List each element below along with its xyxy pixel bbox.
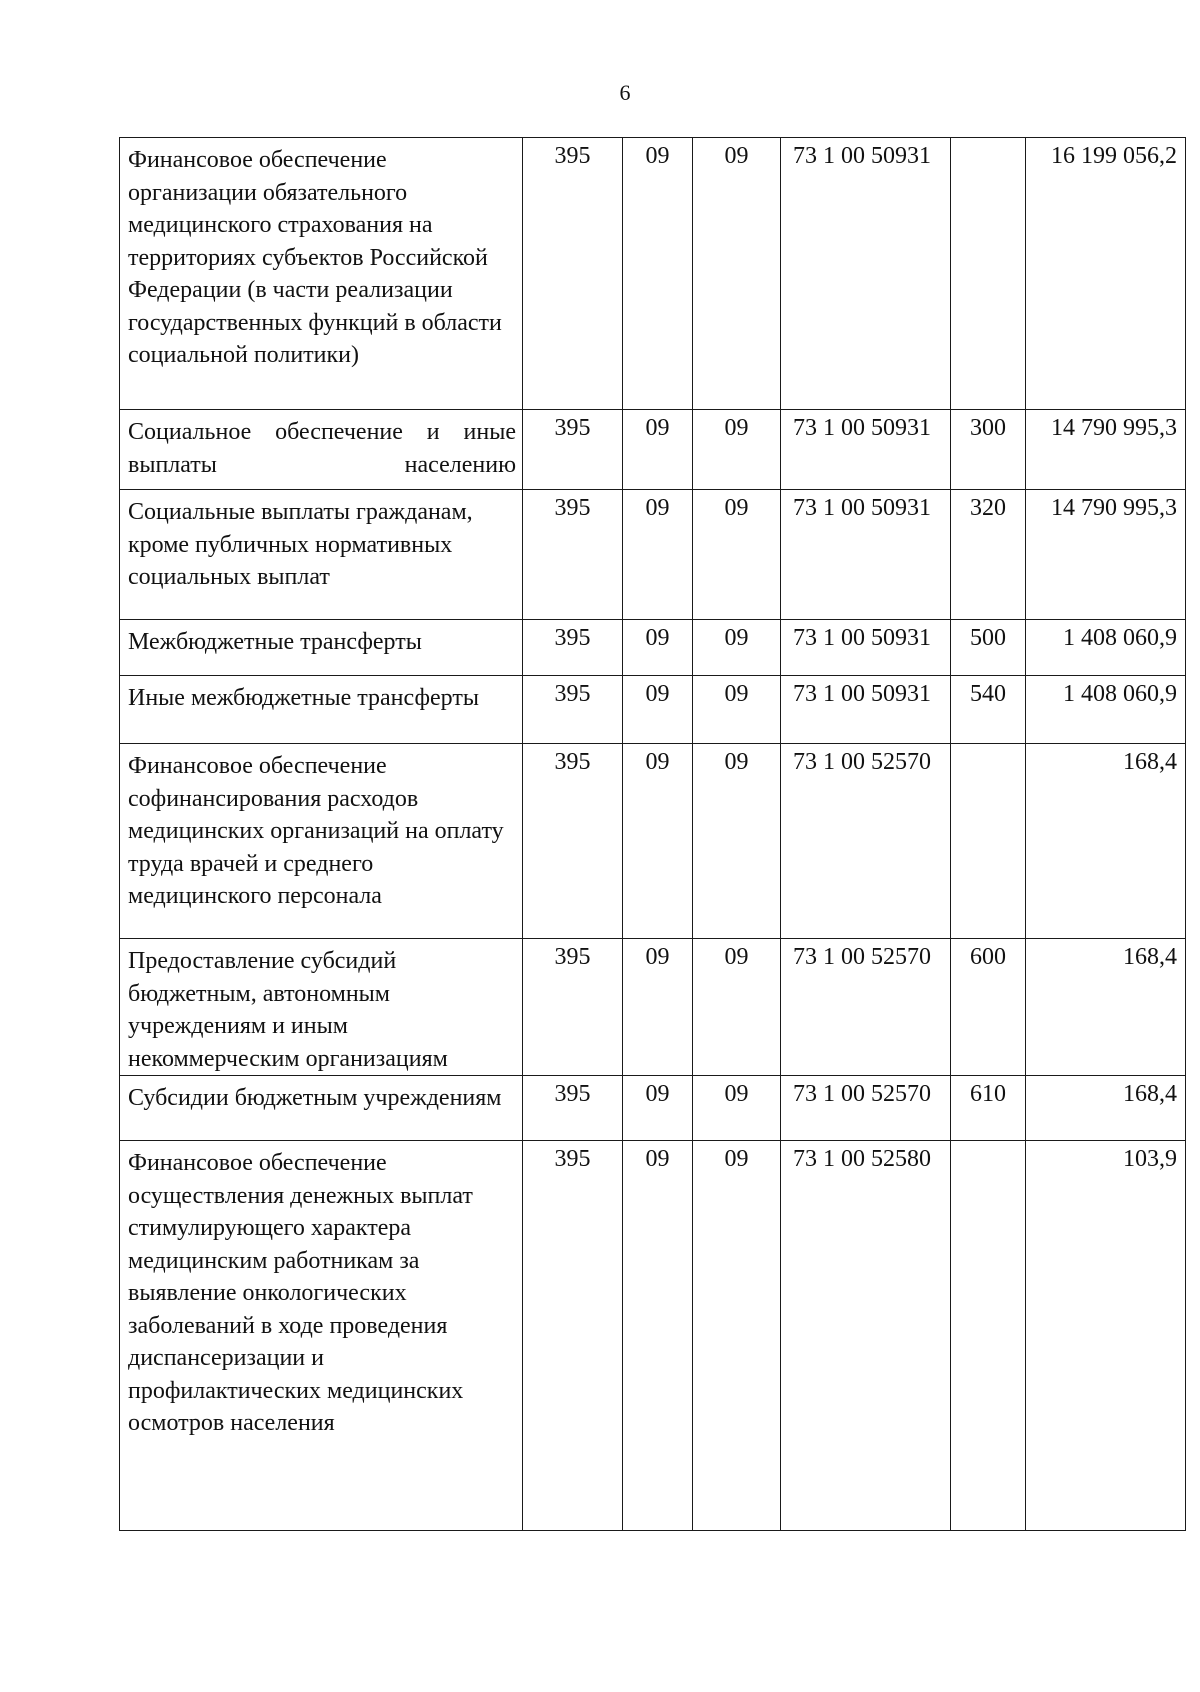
- subsection-code-cell: 09: [693, 939, 781, 1076]
- expense-type-cell: [951, 138, 1026, 410]
- section-code-cell: 09: [623, 138, 693, 410]
- expense-name-cell: [120, 620, 523, 676]
- expense-name-cell: [120, 138, 523, 410]
- expense-name-cell: [120, 1141, 523, 1531]
- section-code-cell: 09: [623, 939, 693, 1076]
- subsection-code-cell: 09: [693, 676, 781, 744]
- subsection-code-cell: 09: [693, 490, 781, 620]
- section-code-cell: 09: [623, 1076, 693, 1141]
- gr-code-cell: 395: [523, 676, 623, 744]
- expense-name: Межбюджетные трансферты: [128, 629, 422, 655]
- expense-name-cell: [120, 410, 523, 490]
- expense-type-cell: [951, 744, 1026, 939]
- gr-code-cell: 395: [523, 490, 623, 620]
- gr-code-cell: 395: [523, 1141, 623, 1531]
- section-code-cell: 09: [623, 410, 693, 490]
- budget-allocation-table: [119, 137, 1186, 1531]
- table-row: [120, 138, 1186, 410]
- section-code-cell: 09: [623, 620, 693, 676]
- gr-code-cell: 395: [523, 410, 623, 490]
- target-article-cell: 73 1 00 52570: [781, 1076, 951, 1141]
- target-article-cell: 73 1 00 50931: [781, 620, 951, 676]
- target-article-cell: 73 1 00 52570: [781, 744, 951, 939]
- expense-type-cell: [951, 1141, 1026, 1531]
- target-article-cell: 73 1 00 50931: [781, 410, 951, 490]
- expense-name: Финансовое обеспечение осуществления денежных выплат стимулирующего характера медицинским работникам за выявление онкологических заболеваний в ходе проведения диспансеризации и профилактических медицинских осмотров населения: [128, 1150, 473, 1436]
- target-article-cell: 73 1 00 52580: [781, 1141, 951, 1531]
- target-article-cell: 73 1 00 52570: [781, 939, 951, 1076]
- table-row: [120, 1076, 1186, 1141]
- amount-cell: 103,9: [1026, 1141, 1186, 1531]
- table-row: [120, 410, 1186, 490]
- table-row: [120, 939, 1186, 1076]
- expense-name-cell: [120, 744, 523, 939]
- expense-name-cell: [120, 939, 523, 1076]
- expense-name-cell: [120, 676, 523, 744]
- subsection-code-cell: 09: [693, 1141, 781, 1531]
- amount-cell: 14 790 995,3: [1026, 410, 1186, 490]
- expense-type-cell: 610: [951, 1076, 1026, 1141]
- section-code-cell: 09: [623, 1141, 693, 1531]
- subsection-code-cell: 09: [693, 620, 781, 676]
- section-code-cell: 09: [623, 676, 693, 744]
- section-code-cell: 09: [623, 744, 693, 939]
- table-row: [120, 744, 1186, 939]
- section-code-cell: 09: [623, 490, 693, 620]
- gr-code-cell: 395: [523, 939, 623, 1076]
- target-article-cell: 73 1 00 50931: [781, 138, 951, 410]
- amount-cell: 1 408 060,9: [1026, 620, 1186, 676]
- gr-code-cell: 395: [523, 744, 623, 939]
- expense-name: Социальные выплаты гражданам, кроме публичных нормативных социальных выплат: [128, 499, 473, 590]
- expense-name-cell: [120, 1076, 523, 1141]
- table-row: [120, 1141, 1186, 1531]
- page-number: 6: [619, 80, 631, 105]
- subsection-code-cell: 09: [693, 138, 781, 410]
- expense-name: Предоставление субсидий бюджетным, автономным учреждениям и иным некоммерческим организациям: [128, 948, 448, 1072]
- expense-type-cell: 320: [951, 490, 1026, 620]
- expense-name: Социальное обеспечение и иные выплаты населению: [128, 419, 516, 478]
- expense-name: Субсидии бюджетным учреждениям: [128, 1085, 502, 1111]
- table-row: [120, 676, 1186, 744]
- amount-cell: 168,4: [1026, 939, 1186, 1076]
- amount-cell: 168,4: [1026, 1076, 1186, 1141]
- expense-name: Финансовое обеспечение софинансирования расходов медицинских организаций на оплату труда врачей и среднего медицинского персонала: [128, 753, 504, 909]
- table-row: [120, 620, 1186, 676]
- expense-name-cell: [120, 490, 523, 620]
- expense-type-cell: 600: [951, 939, 1026, 1076]
- subsection-code-cell: 09: [693, 1076, 781, 1141]
- target-article-cell: 73 1 00 50931: [781, 676, 951, 744]
- subsection-code-cell: 09: [693, 410, 781, 490]
- expense-name: Иные межбюджетные трансферты: [128, 685, 479, 711]
- amount-cell: 14 790 995,3: [1026, 490, 1186, 620]
- amount-cell: 16 199 056,2: [1026, 138, 1186, 410]
- amount-cell: 1 408 060,9: [1026, 676, 1186, 744]
- gr-code-cell: 395: [523, 1076, 623, 1141]
- gr-code-cell: 395: [523, 138, 623, 410]
- expense-name: Финансовое обеспечение организации обязательного медицинского страхования на территориях субъектов Российской Федерации (в части реализации государственных функций в области социальной политики): [128, 147, 502, 368]
- expense-type-cell: 500: [951, 620, 1026, 676]
- amount-cell: 168,4: [1026, 744, 1186, 939]
- expense-type-cell: 540: [951, 676, 1026, 744]
- gr-code-cell: 395: [523, 620, 623, 676]
- subsection-code-cell: 09: [693, 744, 781, 939]
- expense-type-cell: 300: [951, 410, 1026, 490]
- target-article-cell: 73 1 00 50931: [781, 490, 951, 620]
- table-row: [120, 490, 1186, 620]
